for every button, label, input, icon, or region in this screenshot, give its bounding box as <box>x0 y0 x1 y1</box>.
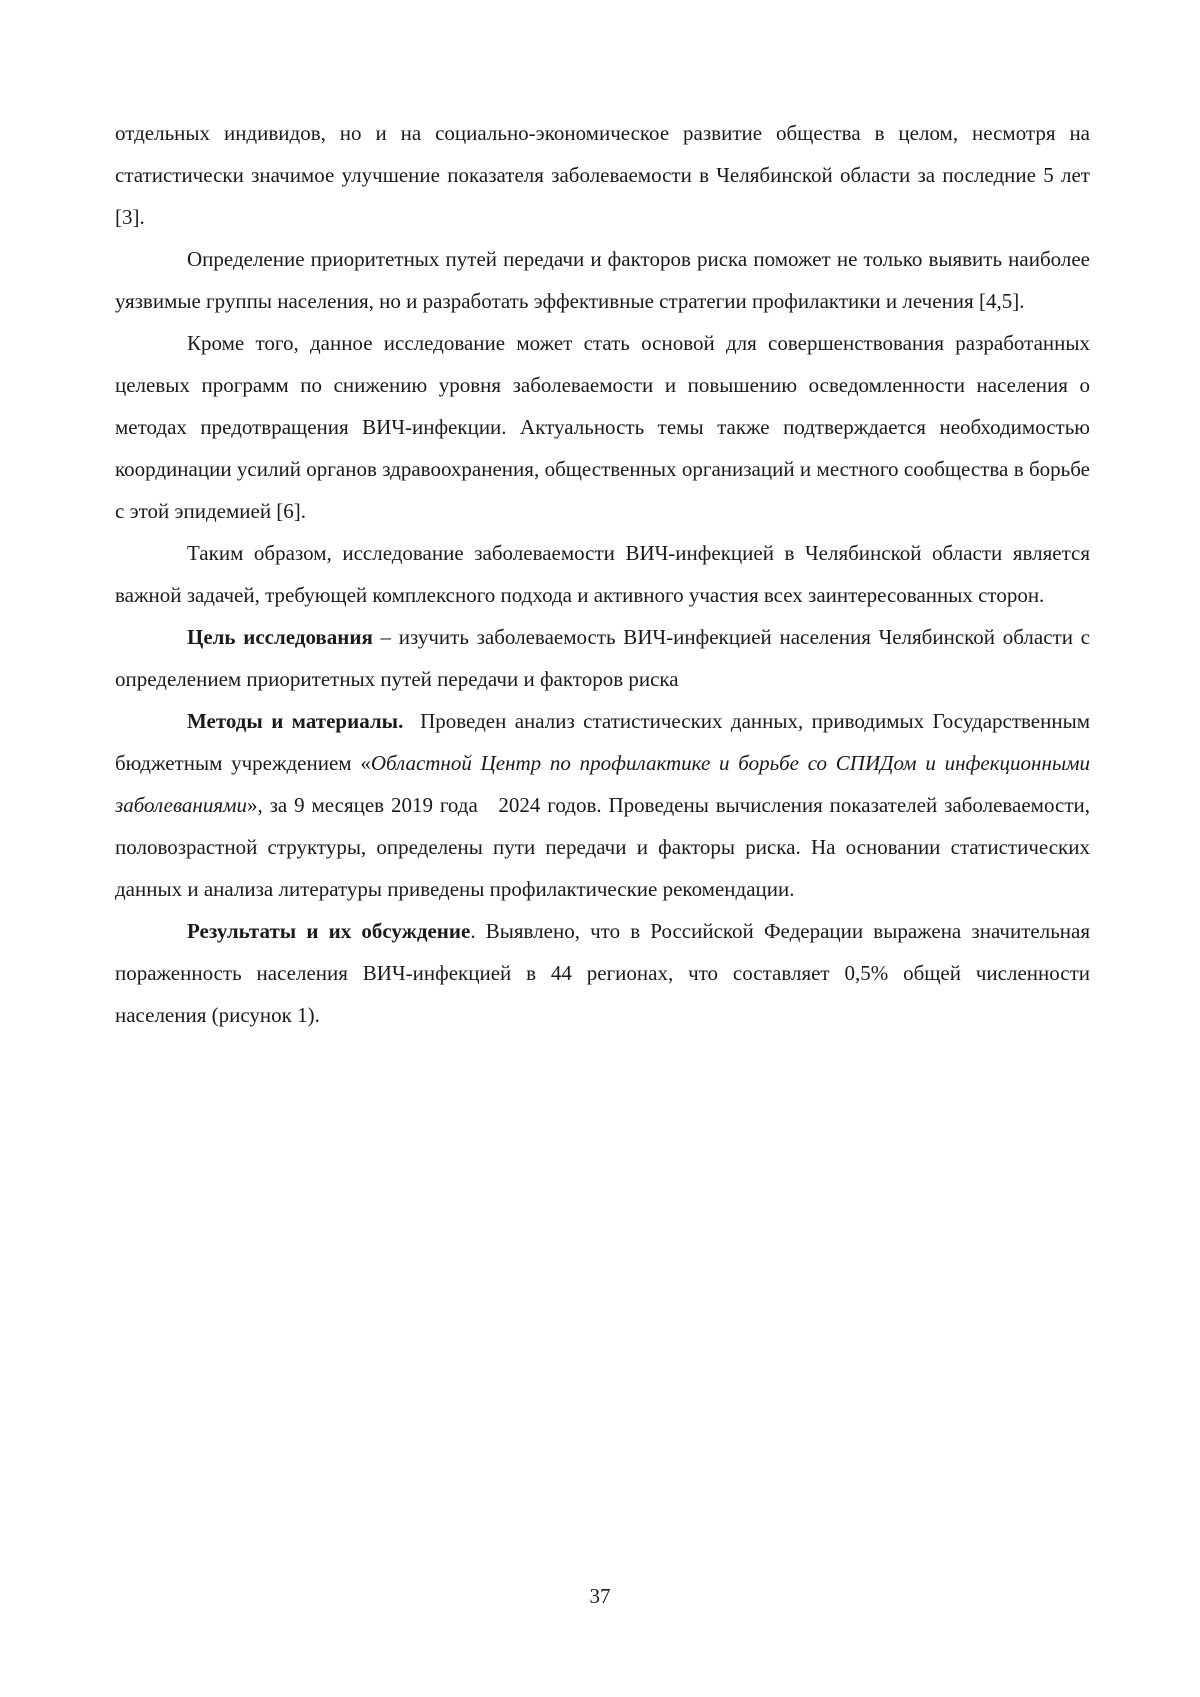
paragraph-text: Таким образом, исследование заболеваемости ВИЧ-инфекцией в Челябинской области является важной задачей, требующей комплексного подхода и активного участия всех заинтересованных сторон. <box>115 541 1090 607</box>
organization-name: Областной Центр по профилактике и борьбе со СПИДом и инфекционными заболеваниями <box>115 751 1091 817</box>
paragraph-results <box>115 910 1090 1036</box>
paragraph-conclusion <box>115 532 1090 616</box>
results-heading: Результаты и их обсуждение <box>187 919 471 943</box>
paragraph-methods <box>115 700 1096 910</box>
paragraph-text: », за 9 месяцев 2019 года 2024 годов. Проведены вычисления показателей заболеваемости, половозрастной структуры, определены пути передачи и факторы риска. На основании статистических данных и анализа литературы приведены профилактические рекомендации. <box>115 793 1096 901</box>
paragraph-text: Проведен анализ статистических данных, приводимых Государственным бюджетным учреждением « <box>115 709 1096 775</box>
methods-heading: Методы и материалы. <box>187 709 404 733</box>
paragraph-research-goal <box>115 616 1090 700</box>
paragraph-text: Кроме того, данное исследование может стать основой для совершенствования разработанных целевых программ по снижению уровня заболеваемости и повышению осведомленности населения о методах предотвращения ВИЧ-инфекции. Актуальность темы также подтверждается необходимостью координации усилий органов здравоохранения, общественных организаций и местного сообщества в борьбе с этой эпидемией [6]. <box>115 331 1090 523</box>
paragraph-text: . Выявлено, что в Российской Федерации выражена значительная пораженность населения ВИЧ-инфекцией в 44 регионах, что составляет 0,5% общей численности населения (рисунок 1). <box>115 919 1090 1027</box>
paragraph-text: Определение приоритетных путей передачи и факторов риска поможет не только выявить наиболее уязвимые группы населения, но и разработать эффективные стратегии профилактики и лечения [4,5]. <box>115 247 1090 313</box>
paragraph-continuation <box>115 112 1090 238</box>
research-goal-heading: Цель исследования <box>187 625 373 649</box>
document-body <box>115 112 1096 1036</box>
paragraph-transmission-routes <box>115 238 1090 322</box>
paragraph-programs <box>115 322 1090 532</box>
paragraph-text: – изучить заболеваемость ВИЧ-инфекцией населения Челябинской области с определением приоритетных путей передачи и факторов риска <box>115 625 1090 691</box>
paragraph-text: отдельных индивидов, но и на социально-экономическое развитие общества в целом, несмотря на статистически значимое улучшение показателя заболеваемости в Челябинской области за последние 5 лет [3]. <box>115 121 1090 229</box>
page-number: 37 <box>589 1584 611 1608</box>
